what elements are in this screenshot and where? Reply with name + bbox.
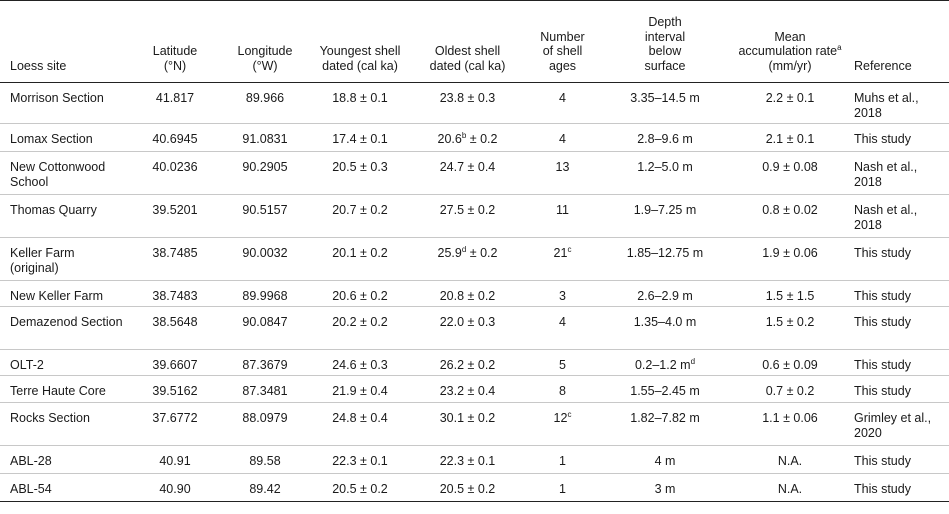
cell-number-of-ages: 3 (559, 289, 566, 303)
cell-longitude: 89.9968 (242, 289, 288, 303)
cell-number-of-ages: 8 (559, 384, 566, 398)
cell-youngest-shell: 20.5 ± 0.2 (332, 482, 388, 496)
cell-reference: This study (854, 132, 911, 146)
cell-number-of-ages: 1 (559, 482, 566, 496)
cell-youngest-shell: 17.4 ± 0.1 (332, 132, 388, 146)
cell-depth-interval: 1.9–7.25 m (633, 203, 697, 217)
cell-latitude: 40.91 (159, 454, 191, 468)
cell-oldest-shell: 24.7 ± 0.4 (439, 160, 496, 174)
table-row (0, 403, 949, 446)
cell-number-of-ages: 21$^c$ (553, 245, 572, 260)
cell-loess-site: Demazenod Section (10, 315, 123, 329)
table-row (0, 83, 949, 124)
cell-latitude: 37.6772 (152, 411, 198, 425)
cell-depth-interval: 4 m (654, 454, 676, 468)
header-longitude: Longitude (°W) (237, 44, 293, 73)
cell-reference: This study (854, 384, 911, 398)
cell-reference: This study (854, 358, 911, 372)
cell-reference: This study (854, 315, 911, 329)
cell-accumulation-rate: N.A. (777, 454, 803, 468)
cell-accumulation-rate: 2.2 ± 0.1 (765, 91, 815, 105)
cell-longitude: 90.0847 (242, 315, 288, 329)
cell-latitude: 40.6945 (152, 132, 198, 146)
cell-youngest-shell: 20.1 ± 0.2 (332, 246, 388, 260)
header-oldest-shell: Oldest shell dated (cal ka) (429, 44, 506, 73)
table-row (0, 152, 949, 195)
cell-longitude: 91.0831 (242, 132, 288, 146)
cell-oldest-shell: 25.9$^d$ ± 0.2 (437, 245, 498, 260)
cell-depth-interval: 1.82–7.82 m (630, 411, 700, 425)
cell-latitude: 38.7483 (152, 289, 198, 303)
header-reference: Reference (854, 58, 912, 73)
cell-number-of-ages: 4 (559, 315, 566, 329)
cell-number-of-ages: 12$^c$ (553, 410, 572, 425)
header-row (0, 1, 949, 83)
cell-accumulation-rate: 1.1 ± 0.06 (762, 411, 818, 425)
cell-oldest-shell: 27.5 ± 0.2 (439, 203, 496, 217)
cell-reference: Nash et al., 2018 (854, 160, 918, 189)
cell-depth-interval: 1.55–2.45 m (630, 384, 700, 398)
cell-latitude: 38.7485 (152, 246, 198, 260)
cell-longitude: 87.3679 (242, 358, 288, 372)
cell-reference: Nash et al., 2018 (854, 203, 918, 232)
cell-depth-interval: 1.85–12.75 m (626, 246, 704, 260)
table-row (0, 474, 949, 502)
cell-loess-site: Lomax Section (10, 132, 93, 146)
cell-loess-site: ABL-28 (10, 454, 52, 468)
cell-loess-site: New Cottonwood School (10, 160, 106, 189)
cell-oldest-shell: 20.6$^b$ ± 0.2 (437, 131, 498, 146)
cell-loess-site: Terre Haute Core (10, 384, 106, 398)
table-row (0, 376, 949, 403)
cell-loess-site: Thomas Quarry (10, 203, 97, 217)
header-loess-site: Loess site (10, 58, 67, 73)
cell-number-of-ages: 4 (559, 91, 566, 105)
cell-accumulation-rate: 0.9 ± 0.08 (762, 160, 818, 174)
cell-oldest-shell: 20.8 ± 0.2 (439, 289, 496, 303)
cell-loess-site: Keller Farm (original) (10, 246, 75, 275)
cell-accumulation-rate: 0.7 ± 0.2 (765, 384, 815, 398)
cell-number-of-ages: 5 (559, 358, 566, 372)
cell-depth-interval: 3 m (654, 482, 676, 496)
header-youngest-shell: Youngest shell dated (cal ka) (319, 44, 401, 73)
table-row (0, 195, 949, 238)
cell-oldest-shell: 22.0 ± 0.3 (439, 315, 496, 329)
cell-longitude: 87.3481 (242, 384, 288, 398)
header-number-of-ages: Number of shell ages (540, 29, 585, 73)
cell-accumulation-rate: 1.5 ± 0.2 (765, 315, 815, 329)
cell-reference: This study (854, 289, 911, 303)
table-row (0, 281, 949, 307)
table-row (0, 350, 949, 376)
cell-longitude: 89.966 (245, 91, 285, 105)
cell-longitude: 90.5157 (242, 203, 288, 217)
cell-reference: Muhs et al., 2018 (854, 91, 919, 120)
cell-depth-interval: 2.6–2.9 m (637, 289, 693, 303)
cell-youngest-shell: 20.6 ± 0.2 (332, 289, 388, 303)
table-row (0, 124, 949, 152)
cell-oldest-shell: 30.1 ± 0.2 (439, 411, 496, 425)
cell-longitude: 90.2905 (242, 160, 288, 174)
cell-loess-site: New Keller Farm (10, 289, 104, 303)
cell-oldest-shell: 26.2 ± 0.2 (439, 358, 496, 372)
cell-number-of-ages: 4 (559, 132, 566, 146)
cell-reference: Grimley et al., 2020 (854, 411, 932, 440)
cell-accumulation-rate: 0.8 ± 0.02 (762, 203, 818, 217)
cell-depth-interval: 2.8–9.6 m (637, 132, 693, 146)
cell-youngest-shell: 24.8 ± 0.4 (332, 411, 388, 425)
table-row (0, 307, 949, 350)
header-latitude: Latitude (°N) (152, 44, 198, 73)
cell-latitude: 40.90 (159, 482, 191, 496)
header-depth-interval: Depth interval below surface (644, 15, 686, 73)
cell-number-of-ages: 1 (559, 454, 566, 468)
cell-number-of-ages: 11 (556, 203, 569, 217)
cell-oldest-shell: 20.5 ± 0.2 (439, 482, 496, 496)
cell-youngest-shell: 22.3 ± 0.1 (332, 454, 388, 468)
cell-latitude: 39.5162 (152, 384, 198, 398)
cell-youngest-shell: 20.2 ± 0.2 (332, 315, 388, 329)
cell-accumulation-rate: N.A. (777, 482, 803, 496)
cell-loess-site: Rocks Section (10, 411, 90, 425)
cell-longitude: 89.42 (249, 482, 281, 496)
cell-youngest-shell: 20.7 ± 0.2 (332, 203, 388, 217)
cell-loess-site: ABL-54 (10, 482, 52, 496)
cell-depth-interval: 3.35–14.5 m (630, 91, 700, 105)
cell-latitude: 38.5648 (152, 315, 198, 329)
cell-number-of-ages: 13 (555, 160, 570, 174)
cell-reference: This study (854, 454, 911, 468)
cell-latitude: 39.5201 (152, 203, 198, 217)
cell-longitude: 89.58 (249, 454, 281, 468)
cell-loess-site: OLT-2 (10, 358, 44, 372)
cell-latitude: 39.6607 (152, 358, 198, 372)
table-row (0, 238, 949, 281)
cell-latitude: 41.817 (155, 91, 195, 105)
cell-youngest-shell: 24.6 ± 0.3 (332, 358, 388, 372)
cell-depth-interval: 1.2–5.0 m (637, 160, 693, 174)
cell-youngest-shell: 21.9 ± 0.4 (332, 384, 388, 398)
cell-youngest-shell: 18.8 ± 0.1 (332, 91, 388, 105)
cell-longitude: 90.0032 (242, 246, 288, 260)
cell-latitude: 40.0236 (152, 160, 198, 174)
cell-oldest-shell: 23.8 ± 0.3 (439, 91, 496, 105)
cell-accumulation-rate: 0.6 ± 0.09 (762, 358, 818, 372)
cell-oldest-shell: 23.2 ± 0.4 (439, 384, 496, 398)
table-row (0, 446, 949, 474)
cell-youngest-shell: 20.5 ± 0.3 (332, 160, 388, 174)
cell-depth-interval: 0.2–1.2 $m^d$ (634, 357, 696, 372)
cell-longitude: 88.0979 (242, 411, 288, 425)
cell-loess-site: Morrison Section (10, 91, 104, 105)
cell-oldest-shell: 22.3 ± 0.1 (439, 454, 496, 468)
cell-accumulation-rate: 2.1 ± 0.1 (765, 132, 815, 146)
cell-depth-interval: 1.35–4.0 m (633, 315, 697, 329)
cell-accumulation-rate: 1.9 ± 0.06 (762, 246, 818, 260)
cell-reference: This study (854, 246, 911, 260)
cell-accumulation-rate: 1.5 ± 1.5 (765, 289, 815, 303)
cell-reference: This study (854, 482, 911, 496)
header-accumulation-rate: Mean accumulation rate$^a$ (mm/yr) (738, 29, 842, 73)
